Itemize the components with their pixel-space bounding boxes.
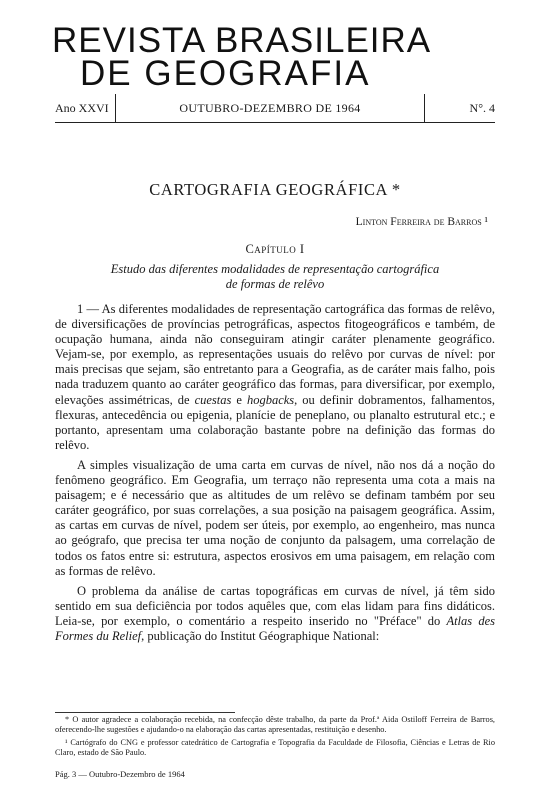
issue-date: OUTUBRO-DEZEMBRO DE 1964: [115, 94, 425, 122]
p3-text: O problema da análise de cartas topográficas em curvas de nível, já têm sido sentido em sua deficiência por todos aquêles que, com elas lidam para fins didáticos. Leia-se, por exemplo, o comentário a respeito inserido no "Préface" do: [55, 583, 495, 628]
page-folio: Pág. 3 — Outubro-Dezembro de 1964: [55, 769, 185, 779]
p1-text: 1 — As diferentes modalidades de representação cartográfica das formas de relêvo, de diversificações de províncias petrográficas, aspectos fitogeográficos e também, de ocupação humana, ainda não conseguiram atingir caráter plenamente geográfico. Vejam-se, por exemplo, as representações usuais do relêvo por curvas de nível: por mais precisas que sejam, são entretanto para a Geografia, as de caráter mais falho, pois nada traduzem quanto ao caráter geográfico das formas, para diversificar, por exemplo, elevações assimétricas, de: [55, 302, 495, 407]
p1-em-hogbacks: hogbacks: [246, 392, 295, 407]
issue-number: N°. 4: [469, 100, 495, 115]
footnote-1: * O autor agradece a colaboração recebida, na confecção dêste trabalho, da parte da Prof.ª Aida Ostiloff Ferreira de Barros, oferecendo-lhe sugestões e ajudando-o na elaboração das cartas apresentadas, restituição e desenho.: [55, 715, 495, 734]
article-title: CARTOGRAFIA GEOGRÁFICA *: [149, 180, 401, 199]
issue-info-bar: [55, 94, 495, 123]
chapter-heading: Capítulo I: [245, 242, 305, 256]
paragraph-2: A simples visualização de uma carta em curvas de nível, não nos dá a noção do fenômeno geográfico. Em Geografia, um terraço não representa uma cota a mais na paisagem; e é necessário que as altitudes de um relêvo se definam também por seu caráter geográfico, por suas correlações, a sua posição na paisagem geográfica. Assim, as cartas em curvas de nível, podem ser úteis, por exemplo, ao engenheiro, mas nunca ao geógrafo, que precisa ter uma noção de conjunto da palsagem, uma correlação de todos os fatos entre si: estrutura, aspectos erosivos em uma paisagem, em relação com as formas de relêvo.: [55, 457, 495, 578]
p1-end: , ou definir dobramentos, falhamentos, flexuras, antecedência ou epigenia, planície de peneplano, ou planalto estrutural etc.; e portanto, apresentam uma colaboração bastante pobre na definição das formas do relêvo.: [55, 392, 495, 452]
subtitle-line1: Estudo das diferentes modalidades de representação cartográfica: [110, 262, 440, 276]
article-body: [55, 302, 495, 649]
article-author: Linton Ferreira de Barros ¹: [355, 216, 488, 228]
subtitle-line2: de formas de relêvo: [225, 277, 325, 291]
p3-em-atlas: Atlas des Formes du Relief: [55, 613, 495, 643]
footnote-2: ¹ Cartógrafo do CNG e professor catedrático de Cartografia e Topografia da Faculdade de Filosofia, Ciências e Letras de Rio Claro, estado de São Paulo.: [55, 738, 495, 757]
p3-end: , publicação do Institut Géographique National:: [141, 628, 380, 643]
p1-connector: e: [231, 392, 247, 407]
journal-title: [52, 21, 472, 93]
p1-em-cuestas: cuestas: [194, 392, 232, 407]
footnotes: [55, 715, 495, 761]
article-subtitle: [75, 262, 475, 292]
journal-title-line2: DE GEOGRAFIA: [80, 54, 371, 93]
footnote-divider: [55, 712, 235, 713]
paragraph-3: [55, 584, 495, 644]
journal-title-line1: REVISTA BRASILEIRA: [52, 21, 432, 60]
paragraph-1: [55, 302, 495, 453]
volume-label: Ano XXVI: [55, 100, 109, 115]
